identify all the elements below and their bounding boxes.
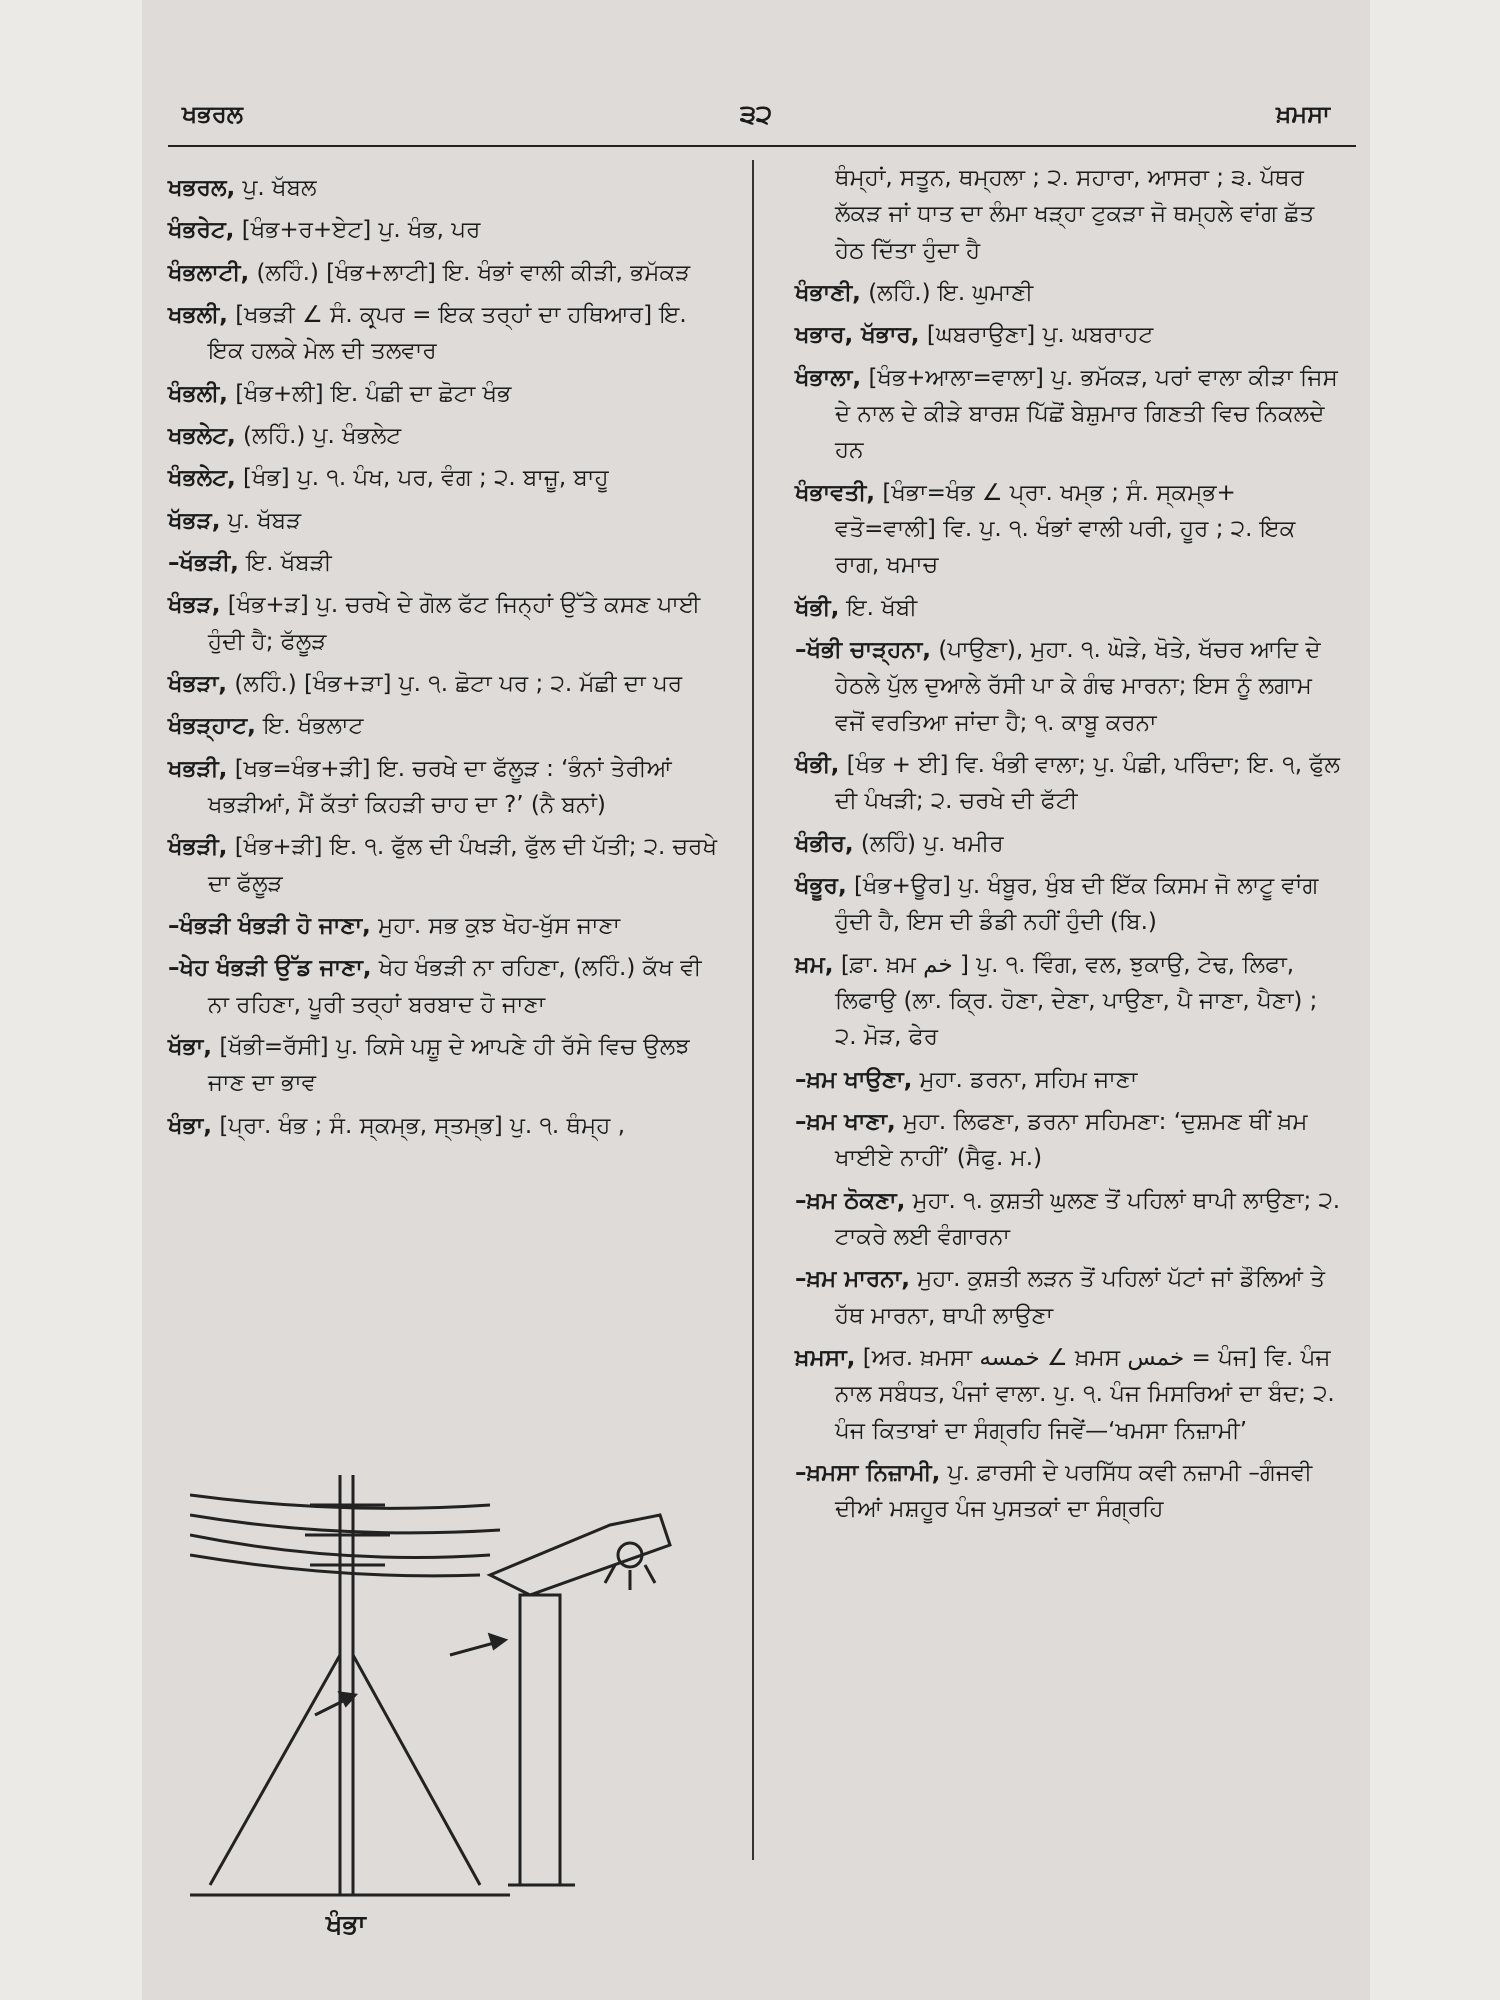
dictionary-entry: [168, 212, 718, 248]
dictionary-entry: [168, 1029, 718, 1102]
definition: [ਖੰਭ+ੜ] ਪੁ. ਚਰਖੇ ਦੇ ਗੋਲ ਫੱਟ ਜਿਨ੍ਹਾਂ ਉੱਤੇ ਕਸਣ ਪਾਈ ਹੁੰਦੀ ਹੈ; ਫੱਲੂੜ: [208, 592, 701, 655]
right-column: [795, 160, 1343, 1533]
dictionary-entry: [168, 587, 718, 660]
dictionary-entry: [168, 751, 718, 824]
dictionary-entry: [168, 418, 718, 454]
headword: ਖ਼ਮਸਾ,: [795, 1344, 856, 1371]
headword: ਖਭੜੀ,: [168, 755, 228, 782]
dictionary-entry: [168, 297, 718, 370]
continued-entry: ਥੰਮ੍ਹਾਂ, ਸਤੂਨ, ਥਮ੍ਹਲਾ ; ੨. ਸਹਾਰਾ, ਆਸਰਾ ; ੩. ਪੱਥਰ ਲੱਕੜ ਜਾਂ ਧਾਤ ਦਾ ਲੰਮਾ ਖੜ੍ਹਾ ਟੁਕੜਾ ਜੋ ਥਮ੍ਹਲੇ ਵਾਂਗ ਛੱਤ ਹੇਠ ਦਿੱਤਾ ਹੁੰਦਾ ਹੈ: [835, 165, 1315, 264]
dictionary-entry: [168, 1108, 718, 1144]
definition: [ਖੰਭ+ਊਰ] ਪੁ. ਖੰਬੂਰ, ਖੁੰਬ ਦੀ ਇੱਕ ਕਿਸਮ ਜੋ ਲਾਟੂ ਵਾਂਗ ਹੁੰਦੀ ਹੈ, ਇਸ ਦੀ ਡੰਡੀ ਨਹੀਂ ਹੁੰਦੀ (ਬਿ.): [835, 872, 1319, 936]
definition: (ਲਹਿੰ) ਪੁ. ਖਮੀਰ: [860, 830, 1004, 857]
dictionary-entry: [795, 1455, 1343, 1528]
headword: ਖੱਭੜ,: [168, 507, 221, 534]
headword: ਖੱਭਾ,: [168, 1033, 212, 1060]
headword: ਖੰਭਲੇਟ,: [168, 465, 236, 492]
definition: (ਲਹਿੰ.) [ਖੰਭ+ੜਾ] ਪੁ. ੧. ਛੋਟਾ ਪਰ ; ੨. ਮੱਛੀ ਦਾ ਪਰ: [234, 670, 683, 697]
headword: ਖੰਭੜਾ,: [168, 670, 228, 697]
definition: [ਖੰਭ+ਰ+ਏਟ] ਪੁ. ਖੰਭ, ਪਰ: [241, 217, 481, 244]
definition: [ਖੰਭ + ਈ] ਵਿ. ਖੰਭੀ ਵਾਲਾ; ਪੁ. ਪੰਛੀ, ਪਰਿੰਦਾ; ਇ. ੧, ਫੁੱਲ ਦੀ ਪੰਖੜੀ; ੨. ਚਰਖੇ ਦੀ ਫੱਟੀ: [835, 751, 1340, 815]
dictionary-entry: [168, 503, 718, 539]
page-header: [182, 100, 1330, 150]
dictionary-entry: [168, 829, 718, 902]
headword: ਖੰਭਲਾਟੀ,: [168, 259, 250, 286]
headword: –ਖੇਹ ਖੰਭੜੀ ਉੱਡ ਜਾਣਾ,: [168, 955, 372, 982]
dictionary-entry: [795, 590, 1343, 626]
definition: [ਖਭੜੀ ∠ ਸੰ. ਕਰ੍ਪਰ = ਇਕ ਤਰ੍ਹਾਂ ਦਾ ਹਥਿਆਰ] ਇ. ਇਕ ਹਲਕੇ ਮੇਲ ਦੀ ਤਲਵਾਰ: [208, 301, 687, 365]
header-right-guide-word: ਖ਼ਮਸਾ: [1276, 100, 1330, 128]
definition: ਇ. ਖੱਬੜੀ: [246, 549, 332, 576]
dictionary-entry: [795, 1183, 1343, 1256]
left-column: [168, 170, 718, 1150]
dictionary-entry: [168, 255, 718, 291]
dictionary-entry: [795, 475, 1343, 584]
definition: ਪੁ. ਖੱਬੜ: [227, 507, 302, 534]
definition: ਮੁਹਾ. ੧. ਕੁਸ਼ਤੀ ਘੁਲਣ ਤੋਂ ਪਹਿਲਾਂ ਥਾਪੀ ਲਾਉਣਾ; ੨. ਟਾਕਰੇ ਲਈ ਵੰਗਾਰਨਾ: [835, 1187, 1341, 1250]
dictionary-entry: [168, 950, 718, 1023]
dictionary-entry: [795, 826, 1343, 862]
dictionary-entry: [168, 376, 718, 412]
headword: ਖੰਭੀ,: [795, 751, 840, 778]
headword: –ਖ਼ਮ ਮਾਰਨਾ,: [795, 1266, 910, 1293]
dictionary-entry: [795, 868, 1343, 941]
definition: [ਖੰਭ+ੜੀ] ਇ. ੧. ਫੁੱਲ ਦੀ ਪੰਖੜੀ, ਫੁੱਲ ਦੀ ਪੱਤੀ; ੨. ਚਰਖੇ ਦਾ ਫੱਲੂੜ: [208, 834, 718, 897]
definition: ਇ. ਖੱਬੀ: [846, 594, 918, 621]
header-left-guide-word: ਖਭਰਲ: [182, 100, 244, 128]
definition: [ਘਬਰਾਉਣਾ] ਪੁ. ਘਬਰਾਹਟ: [926, 322, 1154, 349]
headword: –ਖੱਭੀ ਚਾੜ੍ਹਨਾ,: [795, 636, 932, 663]
headword: ਖੰਭਾਲਾ,: [795, 364, 862, 391]
headword: ਖੰਭਰੇਟ,: [168, 217, 235, 244]
definition: ਮੁਹਾ. ਕੁਸ਼ਤੀ ਲੜਨ ਤੋਂ ਪਹਿਲਾਂ ਪੱਟਾਂ ਜਾਂ ਡੌਲਿਆਂ ਤੇ ਹੱਥ ਮਾਰਨਾ, ਥਾਪੀ ਲਾਉਣਾ: [835, 1266, 1325, 1329]
dictionary-entry: [168, 460, 718, 496]
headword: ਖੰਭਲੀ,: [168, 380, 228, 407]
dictionary-entry: [168, 170, 718, 206]
definition: [ਪ੍ਰਾ. ਖੰਭ ; ਸੰ. ਸ੍ਕਮ੍ਭ, ਸ੍ਤਮ੍ਭ] ਪੁ. ੧. ਥੰਮ੍ਹ ,: [219, 1112, 626, 1139]
dictionary-entry: [795, 947, 1343, 1056]
headword: –ਖੰਭੜੀ ਖੰਭੜੀ ਹੋ ਜਾਣਾ,: [168, 912, 371, 939]
dictionary-entry: [795, 317, 1343, 353]
dictionary-entry: [168, 908, 718, 944]
definition: [ਖੰਭ+ਆਲਾ=ਵਾਲਾ] ਪੁ. ਭਮੱਕੜ, ਪਰਾਂ ਵਾਲਾ ਕੀੜਾ ਜਿਸ ਦੇ ਨਾਲ ਦੇ ਕੀੜੇ ਬਾਰਸ਼ ਪਿੱਛੋਂ ਬੇਸ਼ੁਮਾਰ ਗਿਣਤੀ ਵਿਚ ਨਿਕਲਦੇ ਹਨ: [835, 364, 1338, 464]
page-number: ੩੨: [739, 100, 773, 130]
definition: [ਖੰਭਾ=ਖੰਭ ∠ ਪ੍ਰਾ. ਖਮ੍ਭ ; ਸੰ. ਸ੍ਕਮ੍ਭ+ ਵਤੋ=ਵਾਲੀ] ਵਿ. ਪੁ. ੧. ਖੰਭਾਂ ਵਾਲੀ ਪਰੀ, ਹੂਰ ; ੨. ਇਕ ਰਾਗ, ਖਮਾਚ: [835, 479, 1296, 579]
dictionary-entry: [168, 708, 718, 744]
illustration-caption: ਖੰਭਾ: [326, 1910, 366, 1940]
dictionary-entry: [168, 666, 718, 702]
definition: (ਲਹਿੰ.) ਪੁ. ਖੰਭਲੇਟ: [243, 422, 402, 449]
headword: ਖਭਾਰ, ਖੱਭਾਰ,: [795, 322, 920, 349]
headword: –ਖ਼ਮ ਖਾਣਾ,: [795, 1108, 896, 1135]
dictionary-entry: [795, 747, 1343, 820]
headword: –ਖ਼ਮ ਖਾਉਣਾ,: [795, 1066, 913, 1093]
headword: ਖ਼ਮ,: [795, 951, 834, 978]
definition: ਮੁਹਾ. ਲਿਫਣਾ, ਡਰਨਾ ਸਹਿਮਣਾ: ‘ਦੁਸ਼ਮਣ ਥੀਂ ਖ਼ਮ ਖਾਈਏ ਨਾਹੀਂ’ (ਸੈਫੁ. ਮ.): [835, 1108, 1308, 1172]
headword: ਖੰਭੜ,: [168, 592, 221, 619]
pole-and-lamppost-illustration: [190, 1455, 710, 1925]
column-divider: [752, 160, 754, 1860]
dictionary-entry: [795, 1261, 1343, 1334]
header-rule: [168, 145, 1356, 147]
definition: [ਅਰ. ਖ਼ਮਸਾ ﺧﻤﺴﻪ ∠ ਖ਼ਮਸ ﺧﻤﺲ = ਪੰਜ] ਵਿ. ਪੰਜ ਨਾਲ ਸਬੰਧਤ, ਪੰਜਾਂ ਵਾਲਾ. ਪੁ. ੧. ਪੰਜ ਮਿਸਰਿਆਂ ਦਾ ਬੰਦ; ੨. ਪੰਜ ਕਿਤਾਬਾਂ ਦਾ ਸੰਗ੍ਰਹਿ ਜਿਵੇਂ—‘ਖਮਸਾ ਨਿਜ਼ਾਮੀ’: [835, 1344, 1335, 1444]
dictionary-entry: [795, 1062, 1343, 1098]
headword: –ਖੱਭੜੀ,: [168, 549, 239, 576]
headword: –ਖ਼ਮ ਠੋਕਣਾ,: [795, 1187, 906, 1214]
definition: (ਲਹਿੰ.) ਇ. ਘੁਮਾਣੀ: [868, 279, 1034, 306]
headword: ਖੱਭੀ,: [795, 594, 840, 621]
dictionary-entry: [168, 545, 718, 581]
headword: ਖੰਭਾਣੀ,: [795, 279, 861, 306]
definition: [ਫ਼ਾ. ਖ਼ਮ ﺧﻢ ] ਪੁ. ੧. ਵਿੰਗ, ਵਲ, ਝੁਕਾਉ, ਟੇਢ, ਲਿਫਾ, ਲਿਫਾਉ (ਲਾ. ਕ੍ਰਿ. ਹੋਣਾ, ਦੇਣਾ, ਪਾਉਣਾ, ਪੈ ਜਾਣਾ, ਪੈਣਾ) ; ੨. ਮੋੜ, ਫੇਰ: [835, 951, 1318, 1051]
headword: ਖੰਭੜੀ,: [168, 834, 228, 861]
definition: (ਪਾਉਣਾ), ਮੁਹਾ. ੧. ਘੋੜੇ, ਖੋਤੇ, ਖੱਚਰ ਆਦਿ ਦੇ ਹੇਠਲੇ ਪੁੱਲ ਦੁਆਲੇ ਰੱਸੀ ਪਾ ਕੇ ਗੰਢ ਮਾਰਨਾ; ਇਸ ਨੂੰ ਲਗਾਮ ਵਜੋਂ ਵਰਤਿਆ ਜਾਂਦਾ ਹੈ; ੧. ਕਾਬੂ ਕਰਨਾ: [835, 636, 1321, 736]
dictionary-entry: [795, 632, 1343, 741]
definition: [ਖਭ=ਖੰਭ+ੜੀ] ਇ. ਚਰਖੇ ਦਾ ਫੱਲੂੜ : ‘ਭੰਨਾਂ ਤੇਰੀਆਂ ਖਭੜੀਆਂ, ਮੈਂ ਕੱਤਾਂ ਕਿਹੜੀ ਚਾਹ ਦਾ ?’ (ਨੈ ਬਨਾਂ): [208, 755, 672, 818]
definition: ਪੁ. ਫ਼ਾਰਸੀ ਦੇ ਪਰਸਿੱਧ ਕਵੀ ਨਜ਼ਾਮੀ –ਗੰਜਵੀ ਦੀਆਂ ਮਸ਼ਹੂਰ ਪੰਜ ਪੁਸਤਕਾਂ ਦਾ ਸੰਗ੍ਰਹਿ: [835, 1459, 1313, 1523]
dictionary-entry: [795, 360, 1343, 469]
headword: ਖਭਰਲ,: [168, 175, 236, 201]
definition: (ਲਹਿੰ.) [ਖੰਭ+ਲਾਟੀ] ਇ. ਖੰਭਾਂ ਵਾਲੀ ਕੀੜੀ, ਭਮੱਕੜ: [256, 259, 691, 286]
definition: ਮੁਹਾ. ਡਰਨਾ, ਸਹਿਮ ਜਾਣਾ: [919, 1066, 1138, 1093]
headword: ਖੰਭਾਵਤੀ,: [795, 479, 876, 506]
definition: [ਖੰਭ] ਪੁ. ੧. ਪੰਖ, ਪਰ, ਵੰਗ ; ੨. ਬਾਜ਼ੂ, ਬਾਹੂ: [243, 465, 609, 492]
definition: ਮੁਹਾ. ਸਭ ਕੁਝ ਖੋਹ-ਖੁੱਸ ਜਾਣਾ: [378, 912, 621, 939]
definition: ਇ. ਖੰਭਲਾਟ: [263, 713, 364, 740]
headword: ਖੰਭੂਰ,: [795, 872, 847, 899]
definition: ਪੁ. ਖੱਬਲ: [242, 175, 317, 201]
headword: –ਖ਼ਮਸਾ ਨਿਜ਼ਾਮੀ,: [795, 1459, 941, 1486]
dictionary-entry: [795, 1104, 1343, 1177]
headword: ਖਭਲੇਟ,: [168, 422, 236, 449]
headword: ਖਭਲੀ,: [168, 301, 228, 328]
headword: ਖੰਭਾ,: [168, 1112, 212, 1139]
definition: ਖੇਹ ਖੰਭੜੀ ਨਾ ਰਹਿਣਾ, (ਲਹਿੰ.) ਕੱਖ ਵੀ ਨਾ ਰਹਿਣਾ, ਪੂਰੀ ਤਰ੍ਹਾਂ ਬਰਬਾਦ ਹੋ ਜਾਣਾ: [208, 955, 702, 1018]
headword: ਖੰਭੀਰ,: [795, 830, 854, 857]
dictionary-entry: [795, 275, 1343, 311]
dictionary-entry: [795, 1340, 1343, 1449]
headword: ਖੰਭੜ੍ਹਾਟ,: [168, 713, 256, 740]
definition: [ਖੰਭ+ਲੀ] ਇ. ਪੰਛੀ ਦਾ ਛੋਟਾ ਖੰਭ: [235, 380, 512, 407]
definition: [ਖੱਭੀ=ਰੱਸੀ] ਪੁ. ਕਿਸੇ ਪਸ਼ੂ ਦੇ ਆਪਣੇ ਹੀ ਰੱਸੇ ਵਿਚ ਉਲਝ ਜਾਣ ਦਾ ਭਾਵ: [208, 1033, 690, 1097]
